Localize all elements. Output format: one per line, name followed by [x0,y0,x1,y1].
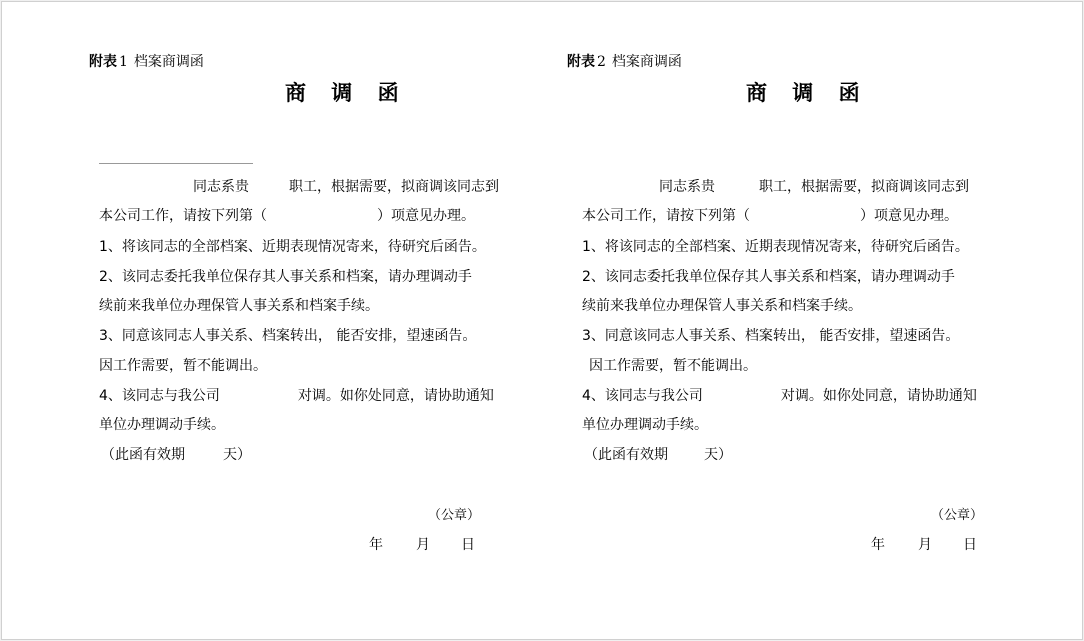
item-4-line-2: 单位办理调动手续。 [582,417,708,433]
item-3-line-1: 3、同意该同志人事关系、档案转出， 能否安排，望速函告。 [99,328,477,344]
appendix-label [567,53,682,71]
intro-line-2 [582,207,958,225]
item-4-line-1 [99,387,494,405]
date-day: 日 [963,537,977,553]
intro-part-2: 职工，根据需要，拟商调该同志到 [759,179,969,195]
item-1: 1、将该同志的全部档案、近期表现情况寄来，待研究后函告。 [582,239,969,255]
line2-part-2: ）项意见办理。 [377,208,475,224]
appendix-prefix: 附表 [567,54,595,70]
validity-part-1: （此函有效期 [584,447,668,463]
item-4-line-1 [582,387,977,405]
item-2-line-2: 续前来我单位办理保管人事关系和档案手续。 [99,298,379,314]
appendix-prefix: 附表 [89,54,117,70]
form-title: 商 调 函 [746,81,869,105]
date-line [369,536,475,554]
transfer-letter-form-2 [567,2,1047,602]
name-underline [99,163,253,164]
date-year: 年 [871,537,885,553]
item-3-line-2: 因工作需要，暂不能调出。 [99,358,267,374]
form-title: 商 调 函 [285,81,408,105]
item-4-part-2: 对调。如你处同意，请协助通知 [297,388,494,404]
transfer-letter-form-1 [89,2,569,602]
appendix-name: 档案商调函 [133,54,204,70]
item-2-line-1: 2、该同志委托我单位保存其人事关系和档案，请办理调动手 [582,269,955,285]
date-month: 月 [416,537,430,553]
document-page [1,1,1083,640]
intro-line-2 [99,207,475,225]
validity-part-1: （此函有效期 [101,447,185,463]
intro-line-1 [193,178,499,196]
validity-part-2: 天） [704,447,732,463]
line2-part-2: ）项意见办理。 [860,208,958,224]
item-4-part-1: 4、该同志与我公司 [582,388,703,404]
item-2-line-2: 续前来我单位办理保管人事关系和档案手续。 [582,298,862,314]
validity-line [584,446,732,464]
intro-part-1: 同志系贵 [193,179,249,195]
line2-part-1: 本公司工作，请按下列第（ [582,208,750,224]
item-3-line-1: 3、同意该同志人事关系、档案转出， 能否安排，望速函告。 [582,328,960,344]
date-month: 月 [918,537,932,553]
appendix-number: 2 [597,54,606,70]
item-4-line-2: 单位办理调动手续。 [99,417,225,433]
intro-part-2: 职工，根据需要，拟商调该同志到 [289,179,499,195]
line2-part-1: 本公司工作，请按下列第（ [99,208,267,224]
appendix-name: 档案商调函 [611,54,682,70]
appendix-number: 1 [119,54,128,70]
item-2-line-1: 2、该同志委托我单位保存其人事关系和档案，请办理调动手 [99,269,472,285]
appendix-label [89,53,204,71]
date-line [871,536,977,554]
item-4-part-2: 对调。如你处同意，请协助通知 [780,388,977,404]
item-4-part-1: 4、该同志与我公司 [99,388,220,404]
date-year: 年 [369,537,383,553]
intro-part-1: 同志系贵 [659,179,715,195]
official-seal-label: （公章） [428,508,481,523]
item-1: 1、将该同志的全部档案、近期表现情况寄来，待研究后函告。 [99,239,486,255]
validity-part-2: 天） [223,447,251,463]
official-seal-label: （公章） [931,508,984,523]
item-3-line-2: 因工作需要，暂不能调出。 [589,358,757,374]
date-day: 日 [461,537,475,553]
validity-line [101,446,251,464]
intro-line-1 [659,178,969,196]
